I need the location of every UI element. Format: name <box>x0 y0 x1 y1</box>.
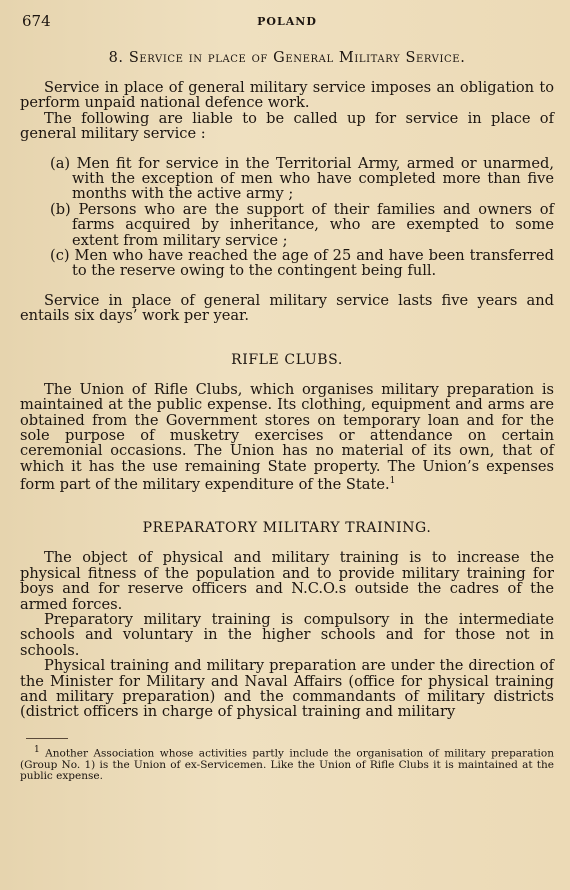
footnote-divider <box>26 738 68 739</box>
section-8-title: 8. Service in place of General Military Service. <box>108 50 466 66</box>
preparatory-paragraph-1: The object of physical and military training is to increase the physical fitness of the population and to provide military training for boys and for reserve officers and N.C.O.s outside the cadres of the armed forces. <box>20 549 554 613</box>
section-8-paragraph-3: Service in place of general military service lasts five years and entails six days’ work per year. <box>20 291 554 325</box>
page-header <box>20 10 554 34</box>
section-8-paragraph-2: The following are liable to be called up for service in place of general military service : <box>20 109 554 143</box>
section-8-paragraph-1: Service in place of general military service imposes an obligation to perform unpaid national defence work. <box>20 79 554 112</box>
list-item-a: (a) Men fit for service in the Territorial Army, armed or unarmed, with the exception of men who have completed more than five months with the active army ; <box>50 154 554 203</box>
footnote <box>20 745 554 783</box>
running-head: POLAND <box>257 15 317 28</box>
preparatory-paragraph-2: Preparatory military training is compulsory in the intermediate schools and voluntary in the higher schools and for those not in schools. <box>20 611 554 659</box>
footnote-text: Another Association whose activities partly include the organisation of military preparation (Group No. 1) is the Union of ex-Servicemen. Like the Union of Rifle Clubs it is maintained at the public expense. <box>20 747 554 783</box>
preparatory-training-title: PREPARATORY MILITARY TRAINING. <box>142 520 432 537</box>
page-number: 674 <box>22 12 51 30</box>
footnote-reference: 1 <box>389 476 396 487</box>
preparatory-paragraph-3: Physical training and military preparation are under the direction of the Minister for Military and Naval Affairs (office for physical training and military preparation) and the commandants of military districts (district officers in charge of physical training and military <box>20 657 554 721</box>
rifle-clubs-text: The Union of Rifle Clubs, which organises military preparation is maintained at the public expense. Its clothing, equipment and arms are obtained from the Government stores on temporary loan and for the sole purpose of musketry exercises or attendance on certain ceremonial occasions. The Union has no material of its own, that of which it has the use remaining State property. The Union’s expenses form part of the military expenditure of the State. <box>20 380 554 493</box>
rifle-clubs-paragraph <box>20 382 554 493</box>
list-item-c: (c) Men who have reached the age of 25 and have been transferred to the reserve owing to the contingent being full. <box>50 247 554 280</box>
rifle-clubs-title: RIFLE CLUBS. <box>231 351 343 368</box>
list-item-b: (b) Persons who are the support of their families and owners of farms acquired by inheritance, who are exempted to some extent from military service ; <box>50 200 554 249</box>
footnote-mark: 1 <box>34 744 40 755</box>
